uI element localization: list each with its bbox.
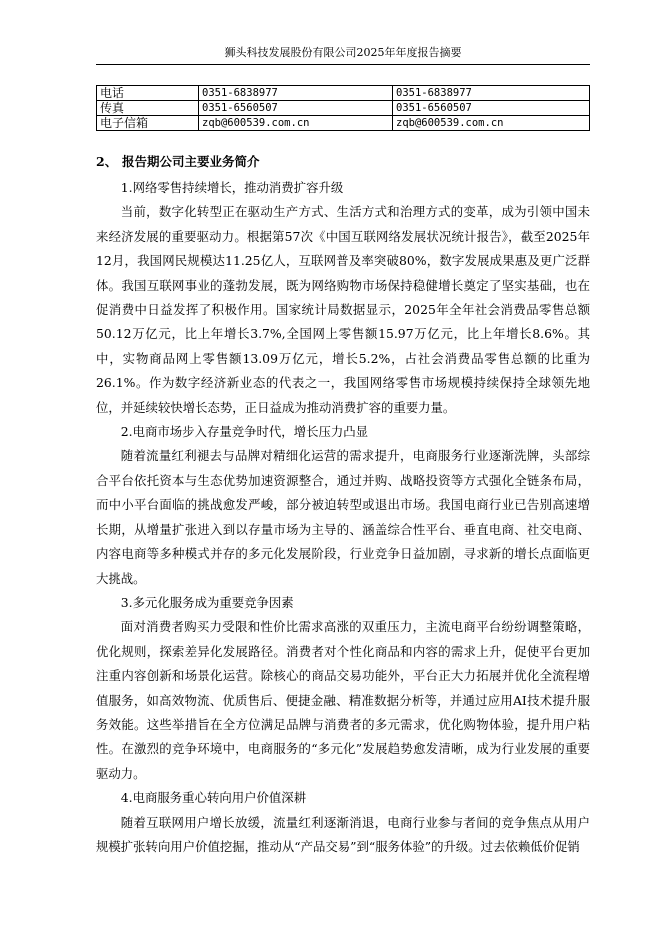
table-row (97, 116, 590, 131)
paragraph: 面对消费者购买力受限和性价比需求高涨的双重压力，主流电商平台纷纷调整策略，优化规则，探索差异化发展路径。消费者对个性化商品和内容的需求上升，促使平台更加注重内容创新和场景化运营。除核心的商品交易功能外，平台正大力拓展并优化全流程增值服务，如高效物流、优质售后、便捷金融、精准数据分析等，并通过应用AI技术提升服务效能。这些举措旨在全方位满足品牌与消费者的多元需求，优化购物体验，提升用户粘性。在激烈的竞争环境中，电商服务的“多元化”发展趋势愈发清晰，成为行业发展的重要驱动力。 (96, 619, 590, 781)
header-divider (96, 64, 590, 65)
table-cell: 0351-6560507 (393, 101, 590, 116)
table-cell: 0351-6560507 (199, 101, 393, 116)
table-cell: 0351-6838977 (393, 86, 590, 101)
contact-label-phone: 电话 (97, 86, 199, 101)
paragraph: 随着互联网用户增长放缓，流量红利逐渐消退，电商行业参与者间的竞争焦点从用户规模扩张转向用户价值挖掘，推动从“产品交易”到“服务体验”的升级。过去依赖低价促销 (96, 814, 590, 854)
contact-table (96, 85, 590, 131)
table-row (97, 101, 590, 116)
page-header: 狮头科技发展股份有限公司2025年年度报告摘要 (224, 46, 462, 59)
contact-label-fax: 传真 (97, 101, 199, 116)
paragraph: 当前，数字化转型正在驱动生产方式、生活方式和治理方式的变革，成为引领中国未来经济发展的重要驱动力。根据第57次《中国互联网络发展状况统计报告》，截至2025年12月，我国网民规模达11.25亿人，互联网普及率突破80%，数字发展成果惠及更广泛群体。我国互联网事业的蓬勃发展，既为网络购物市场保持稳健增长奠定了坚实基础，也在促消费中日益发挥了积极作用。国家统计局数据显示，2025年全年社会消费品零售总额50.12万亿元，比上年增长3.7%,全国网上零售额15.97万亿元，比上年增长8.6%。其中，实物商品网上零售额13.09万亿元，增长5.2%，占社会消费品零售总额的比重为26.1%。作为数字经济新业态的代表之一，我国网络零售市场规模持续保持全球领先地位，并延续较快增长态势，正日益成为推动消费扩容的重要力量。 (96, 204, 590, 415)
table-cell: zqb@600539.com.cn (199, 116, 393, 131)
table-cell: zqb@600539.com.cn (393, 116, 590, 131)
subsection-heading: 4.电商服务重心转向用户价值深耕 (120, 790, 307, 806)
paragraph: 随着流量红利褪去与品牌对精细化运营的需求提升，电商服务行业逐渐洗牌，头部综合平台依托资本与生态优势加速资源整合，通过并购、战略投资等方式强化全链条布局，而中小平台面临的挑战愈发严峻，部分被迫转型或退出市场。我国电商行业已告别高速增长期，从增量扩张进入到以存量市场为主导的、涵盖综合性平台、垂直电商、社交电商、内容电商等多种模式并存的多元化发展阶段，行业竞争日益加剧，寻求新的增长点面临更大挑战。 (96, 448, 590, 586)
section-title-text: 报告期公司主要业务简介 (122, 154, 260, 169)
contact-label-email: 电子信箱 (97, 116, 199, 131)
subsection-heading: 1.网络零售持续增长，推动消费扩容升级 (120, 180, 344, 195)
subsection-heading: 2.电商市场步入存量竞争时代，增长压力凸显 (120, 424, 369, 440)
table-cell: 0351-6838977 (199, 86, 393, 101)
section-title (96, 152, 260, 172)
table-row (97, 86, 590, 101)
document-body (96, 176, 590, 859)
subsection-heading: 3.多元化服务成为重要竞争因素 (120, 594, 294, 610)
section-number: 2、 (96, 154, 118, 169)
